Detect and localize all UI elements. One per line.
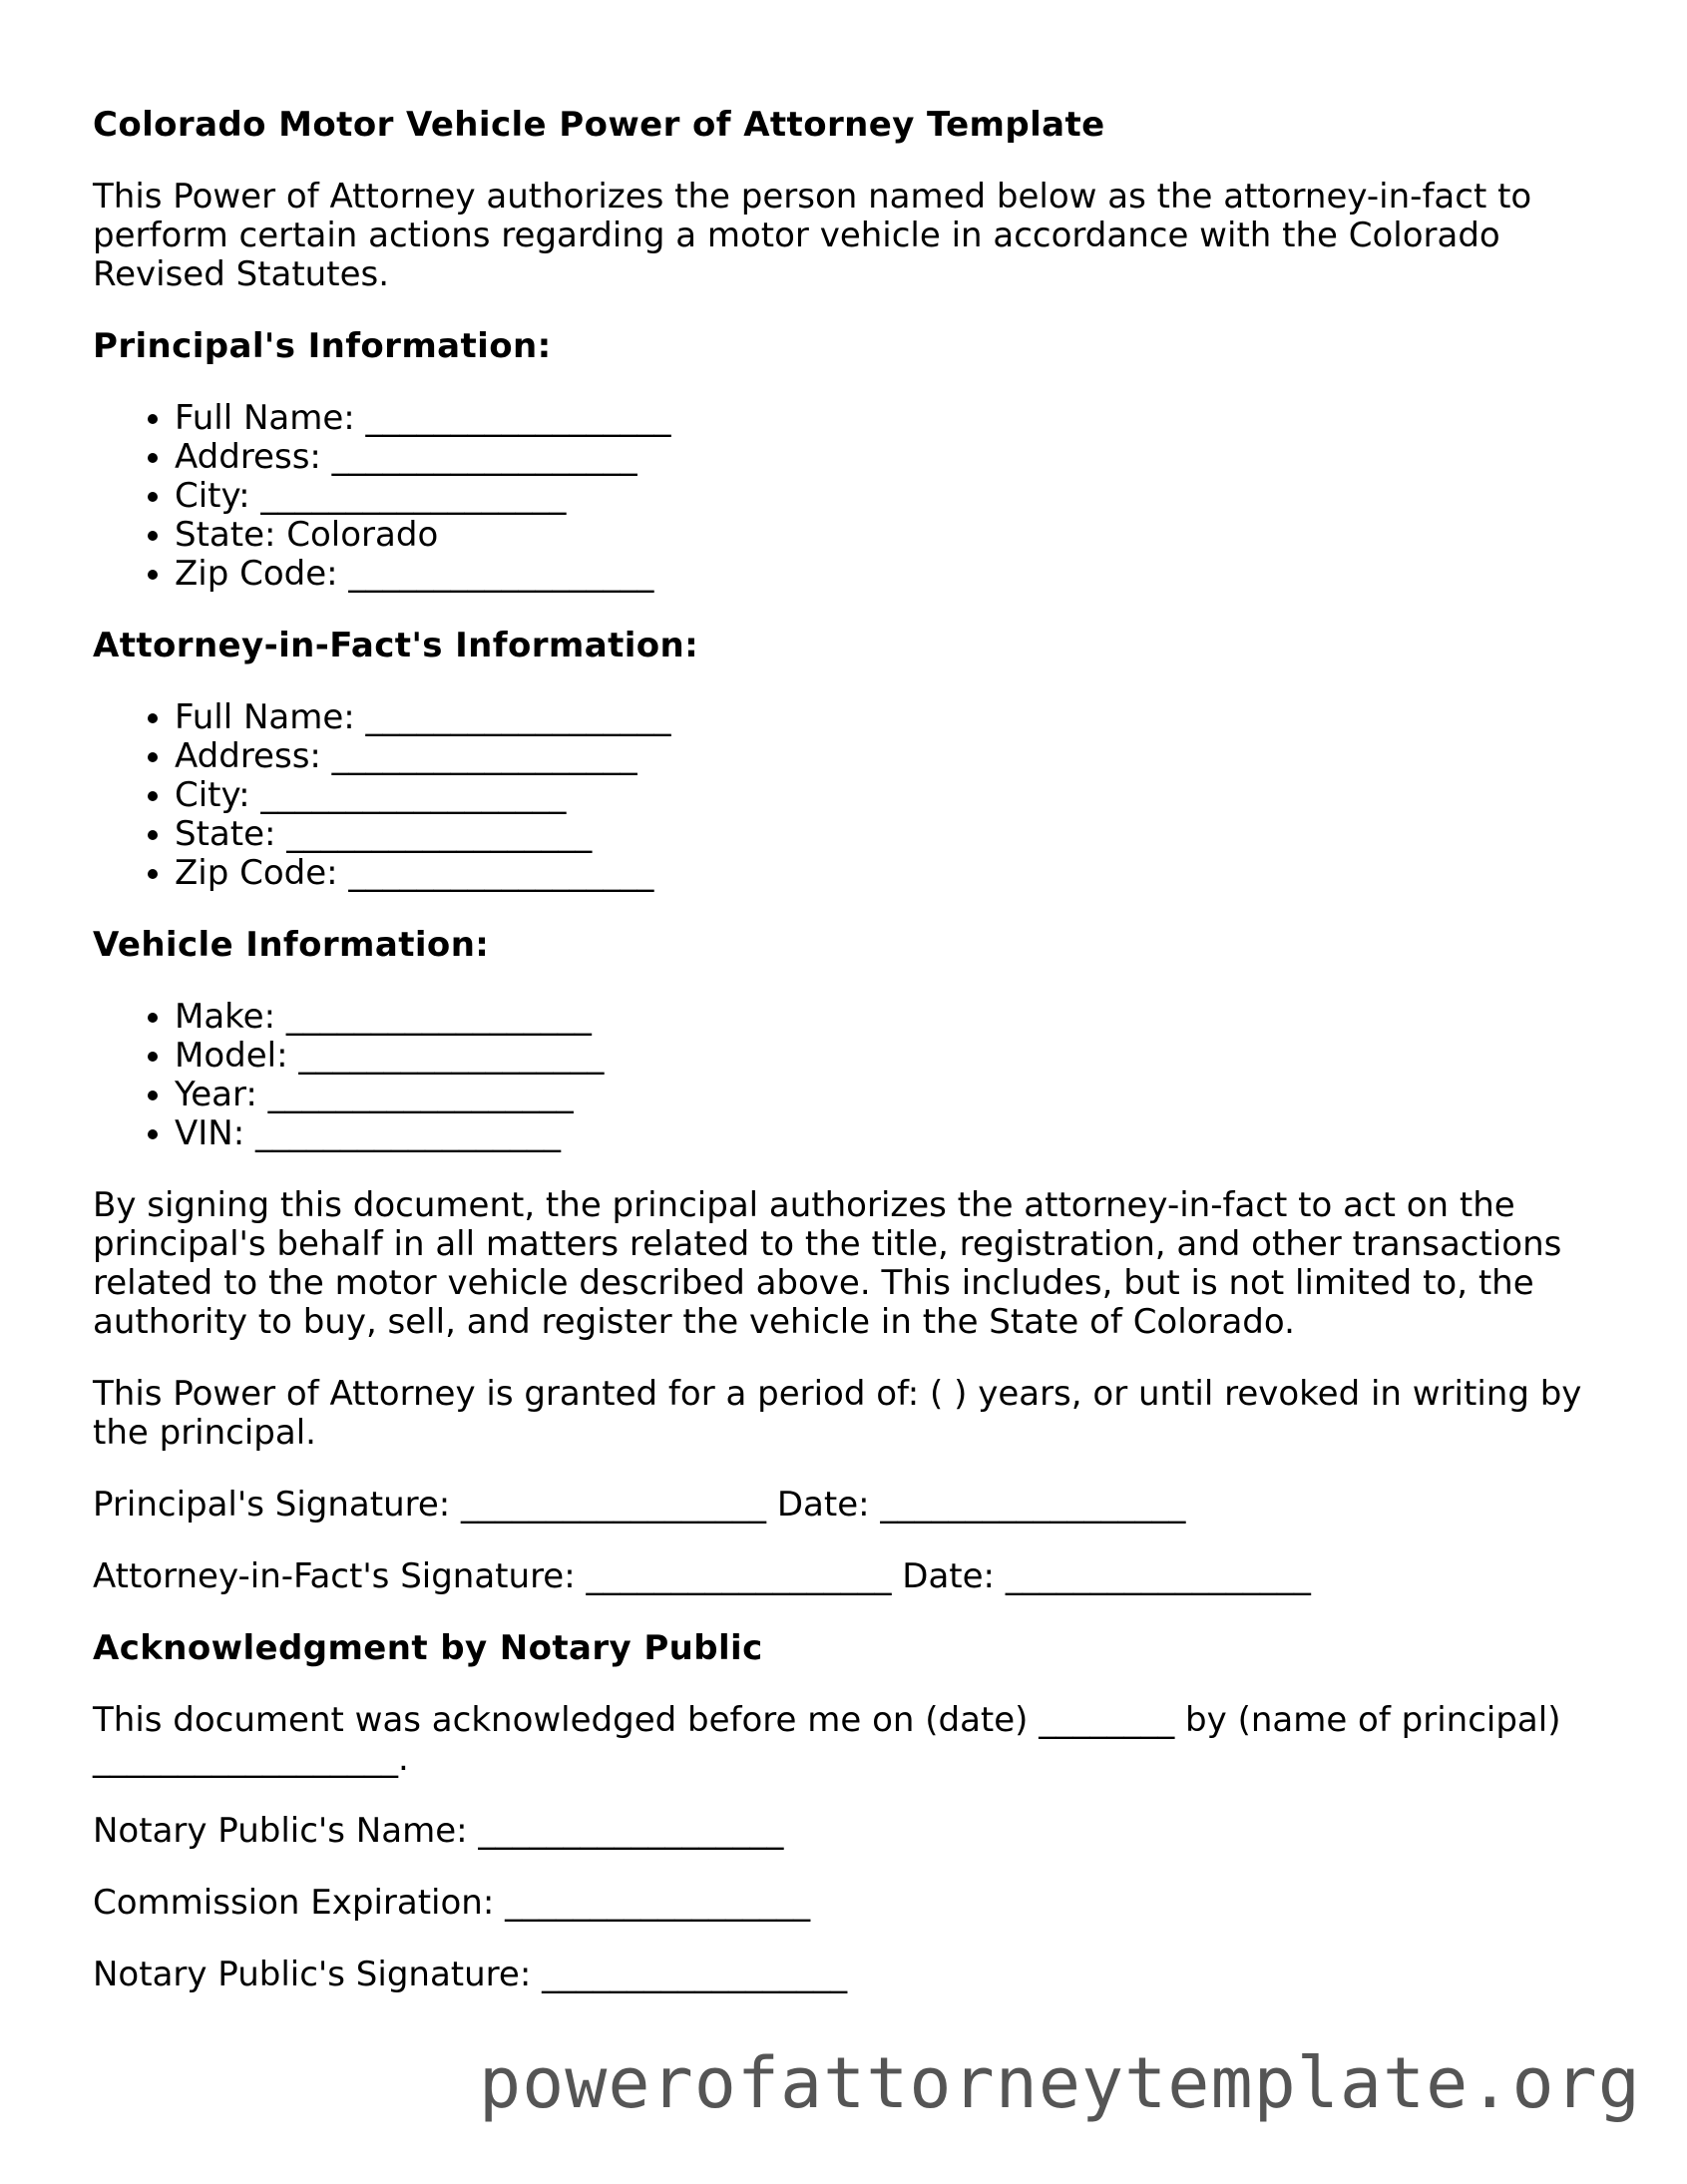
document: [93, 106, 1589, 2027]
notary-acknowledgment: This document was acknowledged before me on (date) ________ by (name of principal) __________________.: [93, 1700, 1561, 1779]
intro-paragraph: This Power of Attorney authorizes the person named below as the attorney-in-fact to perform certain actions regarding a motor vehicle in accordance with the Colorado Revised Statutes.: [93, 177, 1532, 294]
duration-paragraph: This Power of Attorney is granted for a period of: ( ) years, or until revoked in writing by the principal.: [93, 1374, 1582, 1453]
principal-info-list: [93, 399, 1589, 594]
commission-expiration-line: Commission Expiration: __________________: [93, 1883, 811, 1923]
principal-city-item: • City: __________________: [175, 477, 1589, 516]
vehicle-vin-item: • VIN: __________________: [175, 1114, 1589, 1153]
vehicle-make-item: • Make: __________________: [175, 998, 1589, 1037]
principal-signature-line: Principal's Signature: __________________ Date: __________________: [93, 1485, 1186, 1525]
notary-name-line: Notary Public's Name: __________________: [93, 1811, 784, 1851]
attorney-city-item: • City: __________________: [175, 776, 1589, 815]
attorney-state-item: • State: __________________: [175, 815, 1589, 854]
vehicle-info-list: [93, 998, 1589, 1153]
authorization-paragraph: By signing this document, the principal authorizes the attorney-in-fact to act on the principal's behalf in all matters related to the title, registration, and other transactions related to the motor vehicle described above. This includes, but is not limited to, the authority to buy, sell, and register the vehicle in the State of Colorado.: [93, 1185, 1562, 1342]
attorney-signature-line: Attorney-in-Fact's Signature: __________________ Date: __________________: [93, 1556, 1311, 1596]
attorney-info-list: [93, 698, 1589, 893]
attorney-zip-item: • Zip Code: __________________: [175, 854, 1589, 893]
notary-heading: Acknowledgment by Notary Public: [93, 1628, 763, 1668]
principal-heading: Principal's Information:: [93, 326, 552, 366]
principal-zip-item: • Zip Code: __________________: [175, 555, 1589, 594]
document-title: Colorado Motor Vehicle Power of Attorney Template: [93, 105, 1105, 145]
attorney-full-name-item: • Full Name: __________________: [175, 698, 1589, 737]
attorney-heading: Attorney-in-Fact's Information:: [93, 626, 699, 665]
attorney-address-item: • Address: __________________: [175, 737, 1589, 776]
vehicle-model-item: • Model: __________________: [175, 1037, 1589, 1076]
notary-signature-line: Notary Public's Signature: __________________: [93, 1955, 848, 1994]
vehicle-heading: Vehicle Information:: [93, 925, 490, 965]
vehicle-year-item: • Year: __________________: [175, 1076, 1589, 1114]
principal-address-item: • Address: __________________: [175, 438, 1589, 477]
principal-full-name-item: • Full Name: __________________: [175, 399, 1589, 438]
principal-state-item: • State: Colorado: [175, 516, 1589, 555]
website-watermark: powerofattorneytemplate.org: [479, 2042, 1641, 2124]
